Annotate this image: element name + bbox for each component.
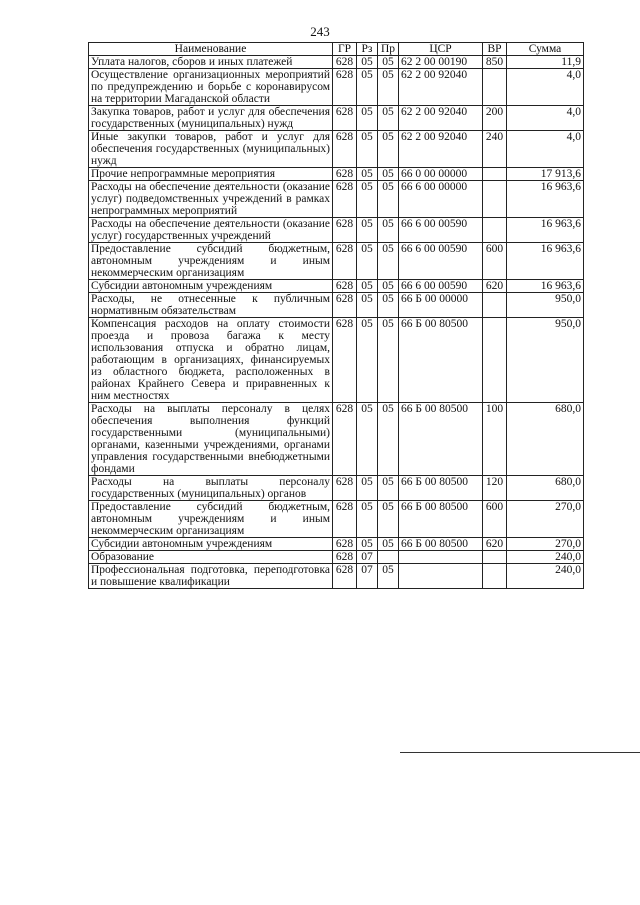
cell-gr: 628 [333, 293, 357, 318]
cell-gr: 628 [333, 69, 357, 106]
cell-gr: 628 [333, 538, 357, 551]
cell-vr: 620 [483, 280, 507, 293]
cell-rz: 05 [357, 318, 378, 403]
cell-gr: 628 [333, 56, 357, 69]
cell-pr: 05 [378, 538, 399, 551]
cell-name: Расходы на выплаты персоналу в целях обеспечения выполнения функций государственными (муниципальными) органами, казенными учреждениями, органами управления государственными внебюджетными фондами [89, 403, 333, 476]
cell-sum: 270,0 [507, 538, 584, 551]
cell-sum: 680,0 [507, 476, 584, 501]
header-pr: Пр [378, 43, 399, 56]
cell-pr: 05 [378, 168, 399, 181]
cell-pr: 05 [378, 131, 399, 168]
cell-name: Профессиональная подготовка, переподготовка и повышение квалификации [89, 564, 333, 589]
cell-rz: 05 [357, 181, 378, 218]
cell-csr: 66 0 00 00000 [399, 168, 483, 181]
cell-gr: 628 [333, 501, 357, 538]
cell-pr: 05 [378, 218, 399, 243]
table-row [89, 538, 584, 551]
cell-pr: 05 [378, 56, 399, 69]
header-gr: ГР [333, 43, 357, 56]
cell-rz: 05 [357, 293, 378, 318]
cell-pr: 05 [378, 243, 399, 280]
cell-pr: 05 [378, 69, 399, 106]
cell-vr [483, 551, 507, 564]
table-row [89, 293, 584, 318]
cell-vr: 850 [483, 56, 507, 69]
cell-csr: 66 Б 00 80500 [399, 403, 483, 476]
cell-vr: 600 [483, 243, 507, 280]
cell-vr [483, 168, 507, 181]
cell-csr [399, 564, 483, 589]
cell-sum: 4,0 [507, 131, 584, 168]
cell-rz: 05 [357, 538, 378, 551]
cell-csr: 66 6 00 00590 [399, 218, 483, 243]
cell-gr: 628 [333, 280, 357, 293]
table-row [89, 564, 584, 589]
table-row [89, 69, 584, 106]
cell-rz: 05 [357, 56, 378, 69]
cell-name: Иные закупки товаров, работ и услуг для обеспечения государственных (муниципальных) нужд [89, 131, 333, 168]
cell-pr: 05 [378, 403, 399, 476]
table-row [89, 318, 584, 403]
cell-pr [378, 551, 399, 564]
cell-rz: 05 [357, 280, 378, 293]
cell-name: Прочие непрограммные мероприятия [89, 168, 333, 181]
cell-vr: 100 [483, 403, 507, 476]
table-header-row [89, 43, 584, 56]
cell-gr: 628 [333, 106, 357, 131]
cell-name: Образование [89, 551, 333, 564]
cell-sum: 11,9 [507, 56, 584, 69]
cell-csr: 66 Б 00 80500 [399, 501, 483, 538]
cell-gr: 628 [333, 551, 357, 564]
cell-gr: 628 [333, 318, 357, 403]
cell-sum: 950,0 [507, 318, 584, 403]
cell-sum: 950,0 [507, 293, 584, 318]
cell-csr: 66 Б 00 80500 [399, 538, 483, 551]
table-row [89, 476, 584, 501]
cell-vr [483, 318, 507, 403]
cell-name: Компенсация расходов на оплату стоимости проезда и провоза багажа к месту использования отпуска и обратно лицам, работающим в организациях, финансируемых из областного бюджета, расположенных в районах Крайнего Севера и приравненных к ним местностях [89, 318, 333, 403]
cell-gr: 628 [333, 564, 357, 589]
cell-gr: 628 [333, 403, 357, 476]
cell-sum: 16 963,6 [507, 243, 584, 280]
cell-sum: 680,0 [507, 403, 584, 476]
cell-name: Предоставление субсидий бюджетным, автономным учреждениям и иным некоммерческим организациям [89, 243, 333, 280]
cell-name: Осуществление организационных мероприятий по предупреждению и борьбе с коронавирусом на территории Магаданской области [89, 69, 333, 106]
table-row [89, 243, 584, 280]
cell-gr: 628 [333, 168, 357, 181]
table-row [89, 218, 584, 243]
footer-divider [400, 752, 640, 753]
cell-name: Расходы на обеспечение деятельности (оказание услуг) государственных учреждений [89, 218, 333, 243]
cell-rz: 05 [357, 243, 378, 280]
table-row [89, 106, 584, 131]
cell-sum: 4,0 [507, 69, 584, 106]
table-body [89, 56, 584, 589]
header-csr: ЦСР [399, 43, 483, 56]
header-sum: Сумма [507, 43, 584, 56]
cell-name: Расходы на выплаты персоналу государственных (муниципальных) органов [89, 476, 333, 501]
cell-vr: 240 [483, 131, 507, 168]
header-rz: Рз [357, 43, 378, 56]
cell-rz: 05 [357, 501, 378, 538]
cell-csr: 62 2 00 92040 [399, 69, 483, 106]
table-row [89, 501, 584, 538]
cell-vr [483, 181, 507, 218]
cell-pr: 05 [378, 564, 399, 589]
cell-pr: 05 [378, 293, 399, 318]
table-row [89, 403, 584, 476]
cell-rz: 05 [357, 218, 378, 243]
cell-gr: 628 [333, 476, 357, 501]
cell-name: Расходы, не отнесенные к публичным нормативным обязательствам [89, 293, 333, 318]
cell-sum: 16 963,6 [507, 280, 584, 293]
cell-vr [483, 218, 507, 243]
cell-pr: 05 [378, 318, 399, 403]
cell-csr: 66 Б 00 80500 [399, 318, 483, 403]
cell-name: Расходы на обеспечение деятельности (оказание услуг) подведомственных учреждений в рамках непрограммных мероприятий [89, 181, 333, 218]
page-number: 243 [310, 24, 330, 39]
cell-rz: 05 [357, 69, 378, 106]
cell-gr: 628 [333, 131, 357, 168]
cell-vr [483, 564, 507, 589]
cell-rz: 05 [357, 131, 378, 168]
table-row [89, 131, 584, 168]
cell-name: Субсидии автономным учреждениям [89, 280, 333, 293]
cell-pr: 05 [378, 501, 399, 538]
budget-table [88, 42, 584, 589]
cell-vr: 200 [483, 106, 507, 131]
cell-name: Уплата налогов, сборов и иных платежей [89, 56, 333, 69]
cell-gr: 628 [333, 181, 357, 218]
cell-rz: 05 [357, 168, 378, 181]
cell-csr: 66 6 00 00590 [399, 280, 483, 293]
cell-sum: 270,0 [507, 501, 584, 538]
cell-csr: 66 6 00 00000 [399, 181, 483, 218]
table-row [89, 280, 584, 293]
table-row [89, 551, 584, 564]
cell-name: Субсидии автономным учреждениям [89, 538, 333, 551]
cell-csr: 62 2 00 00190 [399, 56, 483, 69]
cell-csr: 66 Б 00 80500 [399, 476, 483, 501]
header-vr: ВР [483, 43, 507, 56]
cell-pr: 05 [378, 106, 399, 131]
header-name: Наименование [89, 43, 333, 56]
cell-pr: 05 [378, 181, 399, 218]
cell-sum: 240,0 [507, 564, 584, 589]
cell-rz: 07 [357, 551, 378, 564]
cell-sum: 16 963,6 [507, 181, 584, 218]
cell-name: Закупка товаров, работ и услуг для обеспечения государственных (муниципальных) нужд [89, 106, 333, 131]
cell-pr: 05 [378, 280, 399, 293]
cell-rz: 05 [357, 403, 378, 476]
table-row [89, 181, 584, 218]
cell-vr [483, 69, 507, 106]
cell-sum: 17 913,6 [507, 168, 584, 181]
cell-gr: 628 [333, 243, 357, 280]
cell-rz: 07 [357, 564, 378, 589]
cell-vr [483, 293, 507, 318]
cell-name: Предоставление субсидий бюджетным, автономным учреждениям и иным некоммерческим организациям [89, 501, 333, 538]
table-row [89, 56, 584, 69]
cell-rz: 05 [357, 106, 378, 131]
cell-vr: 620 [483, 538, 507, 551]
cell-csr: 66 6 00 00590 [399, 243, 483, 280]
cell-csr [399, 551, 483, 564]
cell-csr: 62 2 00 92040 [399, 106, 483, 131]
cell-gr: 628 [333, 218, 357, 243]
cell-sum: 16 963,6 [507, 218, 584, 243]
cell-csr: 66 Б 00 00000 [399, 293, 483, 318]
cell-vr: 600 [483, 501, 507, 538]
table-row [89, 168, 584, 181]
cell-csr: 62 2 00 92040 [399, 131, 483, 168]
cell-sum: 4,0 [507, 106, 584, 131]
cell-pr: 05 [378, 476, 399, 501]
cell-sum: 240,0 [507, 551, 584, 564]
cell-vr: 120 [483, 476, 507, 501]
cell-rz: 05 [357, 476, 378, 501]
